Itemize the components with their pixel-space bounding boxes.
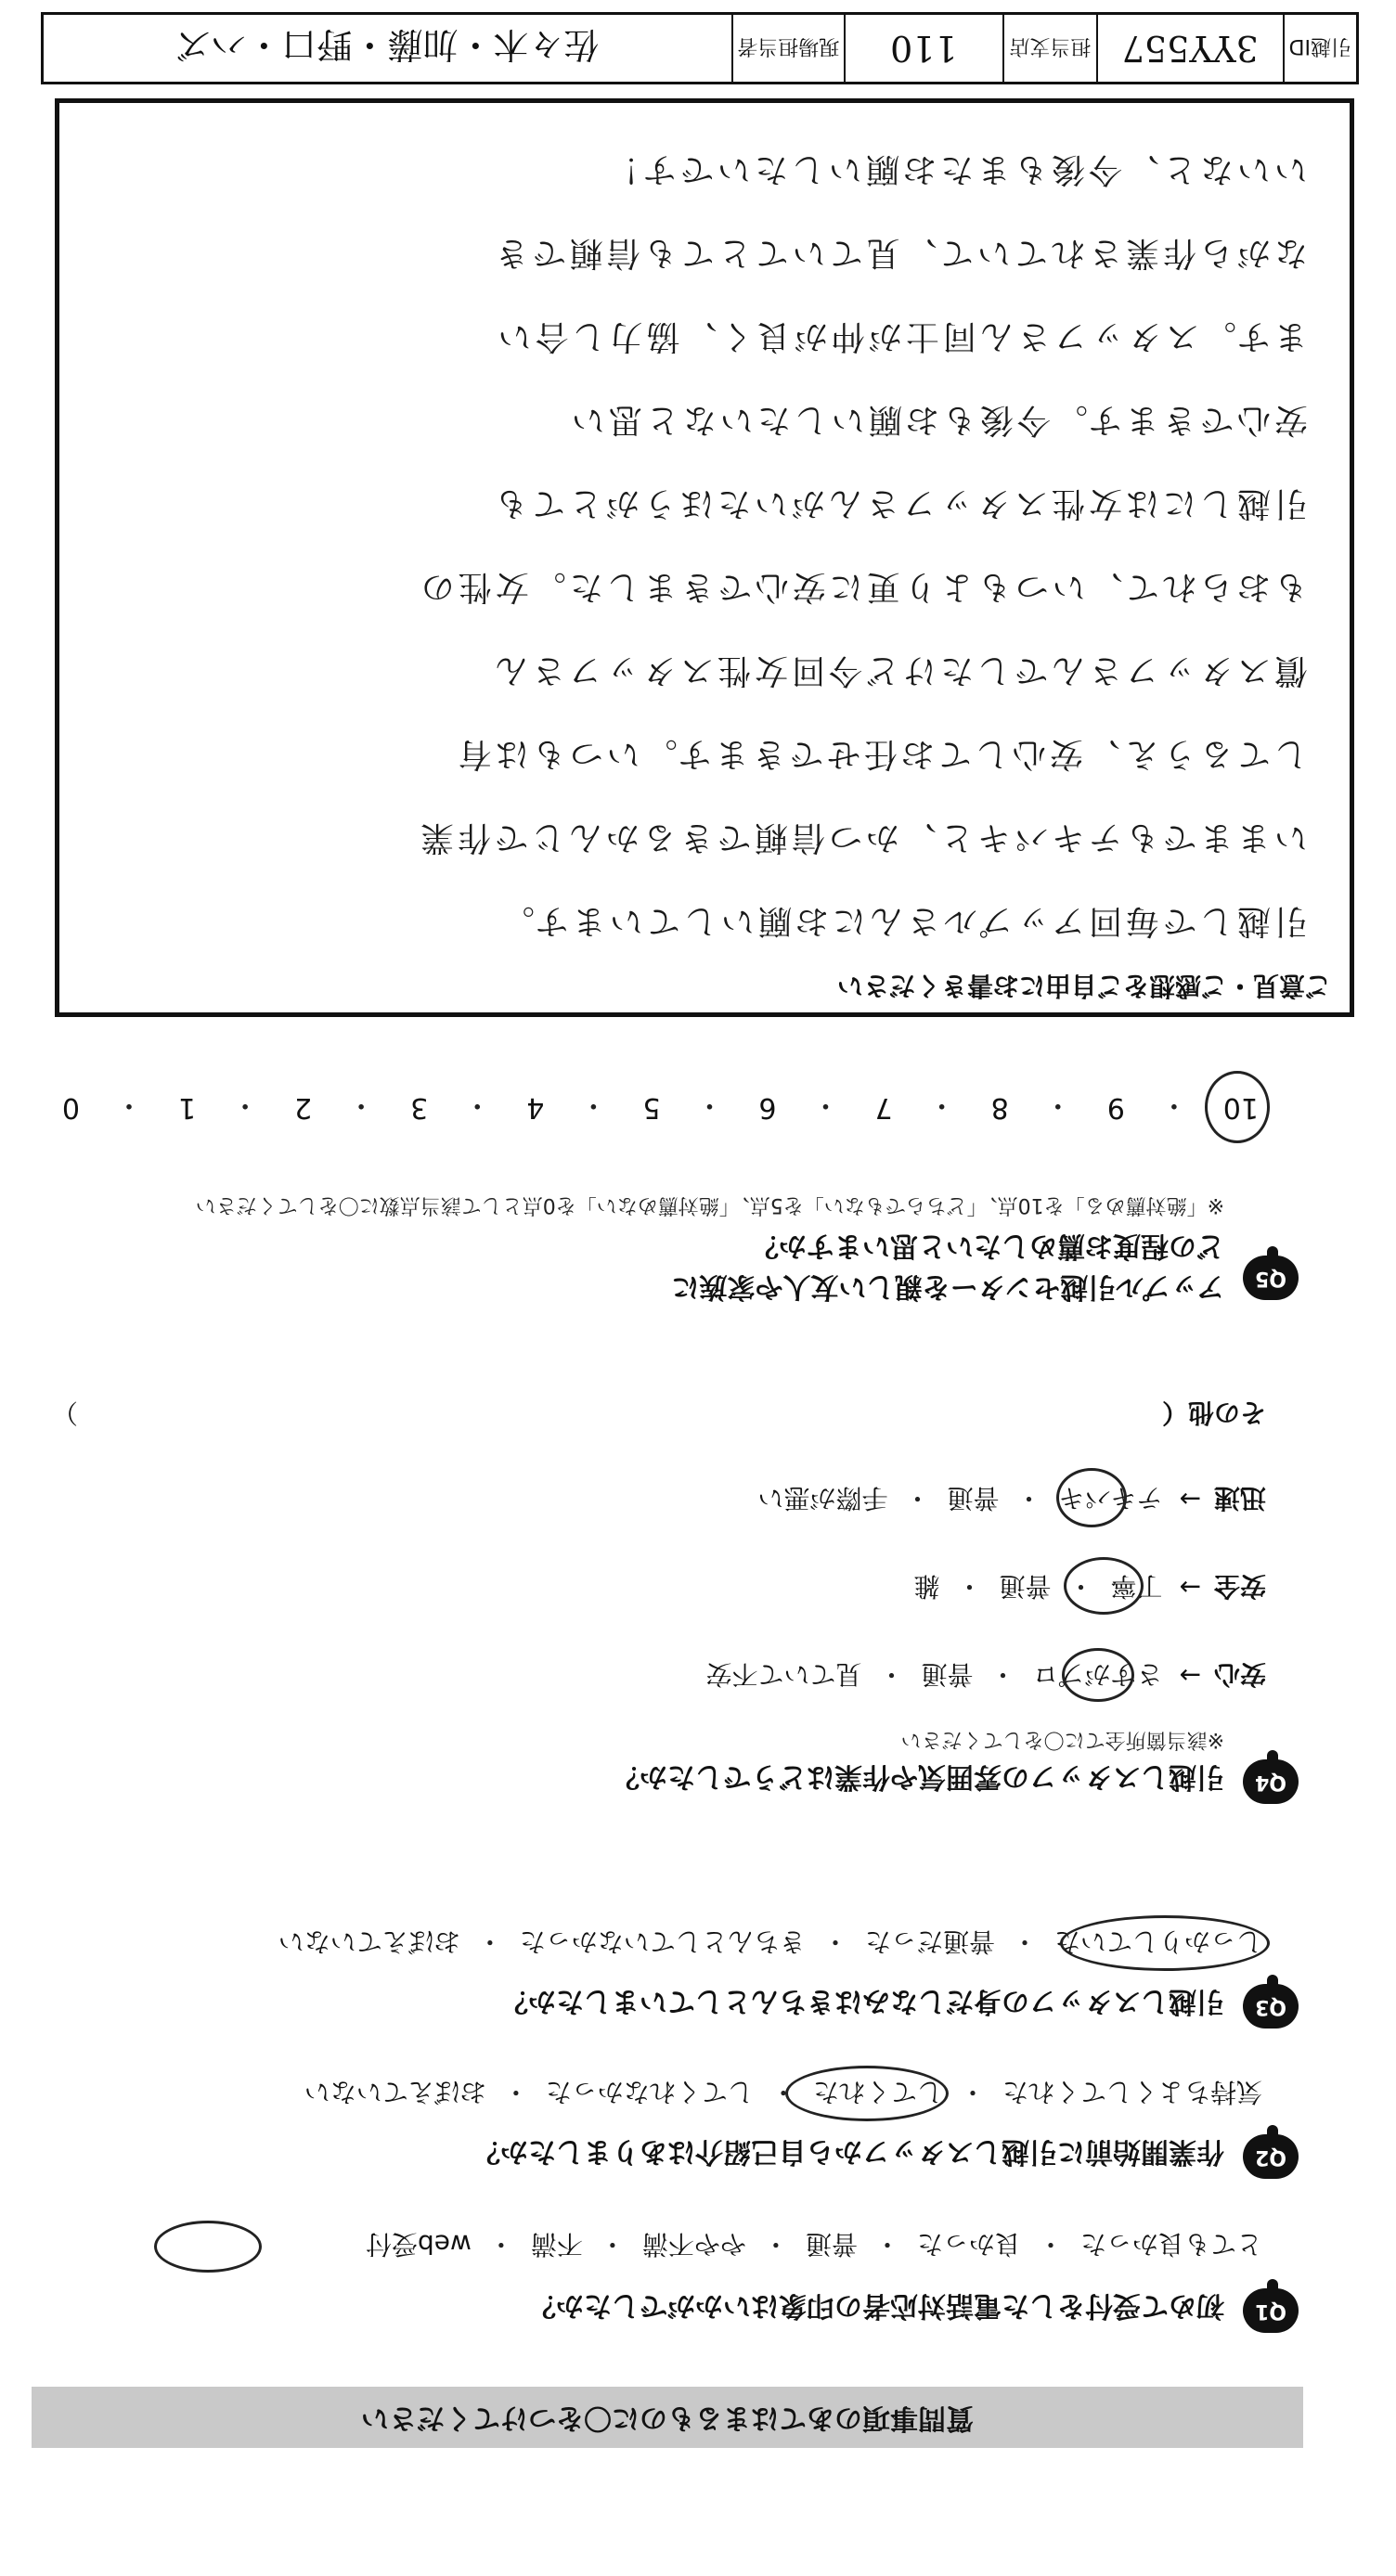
q1-option-dissatisfied[interactable]: 不満 xyxy=(530,2229,583,2260)
move-info-table xyxy=(41,12,1359,84)
q5-badge: Q5 xyxy=(1243,1256,1299,1300)
comment-line: もおられて、いつもより更に安心できました。女性の xyxy=(417,568,1308,606)
move-id-label: 引越ID xyxy=(1283,15,1356,82)
q4-question: 引越しスタッフの雰囲気や作業はどうでしたか？ xyxy=(612,1760,1224,1793)
staff-label: 現場担当者 xyxy=(731,15,844,82)
q4-row-anshin: 安心 → さすがプロ ・ 普通 ・ 見ていて不安 xyxy=(702,1657,1266,1694)
comment-line: いいなと、今後もまたお願いしたいです！ xyxy=(601,150,1308,188)
q4-row-other xyxy=(1162,1396,1266,1433)
q4-other-close: ） xyxy=(51,1397,78,1428)
q4-anzen-option-careful[interactable]: 丁寧 xyxy=(1110,1571,1163,1602)
branch-label: 担当支店 xyxy=(1002,15,1096,82)
q5-question-line2: どの程度お薦めしたいと思いますか？ xyxy=(751,1230,1224,1262)
comment-line: してるうえ、安心してお任せできます。いつもは有 xyxy=(454,735,1308,773)
q4-anshin-option-normal[interactable]: 普通 xyxy=(921,1659,974,1690)
q4-row-anzen-label: 安全 xyxy=(1213,1571,1266,1602)
q5-score-scale: 10 ・ 9 ・ 8 ・ 7 ・ 6 ・ 5 ・ 4 ・ 3 ・ 2 ・ 1 ・ 0 xyxy=(61,1088,1259,1125)
q5-score-0[interactable]: 0 xyxy=(61,1091,80,1125)
q1-option-slightly-dissatisfied[interactable]: やや不満 xyxy=(641,2229,746,2260)
q2-option-did-not[interactable]: してくれなかった xyxy=(545,2077,754,2107)
q4-other-label: その他（ xyxy=(1161,1397,1266,1428)
q5-score-3[interactable]: 3 xyxy=(410,1091,429,1125)
q2-options: 気持ちよくしてくれた ・ してくれた ・ してくれなかった ・ おぼえていない xyxy=(301,2075,1266,2112)
q4-anzen-option-rough[interactable]: 雑 xyxy=(913,1571,940,1602)
q1-option-web[interactable]: web受付 xyxy=(365,2229,472,2260)
q1-option-very-good[interactable]: とても良かった xyxy=(1079,2229,1262,2260)
branch-value: 110 xyxy=(844,15,1002,82)
q2-option-pleasant[interactable]: 気持ちよくしてくれた xyxy=(1002,2077,1262,2107)
q5-score-10[interactable]: 10 xyxy=(1222,1091,1259,1125)
q4-row-anshin-label: 安心 xyxy=(1213,1659,1266,1690)
comment-line: 引越しには女性スタッフさんがいたほうがとても xyxy=(490,484,1308,522)
q3-option-neat[interactable]: しっかりしていた xyxy=(1053,1926,1262,1957)
q4-row-jinsoku-label: 迅速 xyxy=(1213,1483,1266,1513)
q1-option-good[interactable]: 良かった xyxy=(916,2229,1021,2260)
q5-score-7[interactable]: 7 xyxy=(874,1091,893,1125)
q3-option-normal[interactable]: 普通だった xyxy=(864,1926,995,1957)
q1-badge: Q1 xyxy=(1243,2288,1299,2333)
comment-line: 安心できます。今後もお願いしたいなと思い xyxy=(567,401,1308,439)
q2-option-dont-remember[interactable]: おぼえていない xyxy=(304,2077,486,2107)
q3-option-dont-remember[interactable]: おぼえていない xyxy=(278,1926,460,1957)
q5-score-5[interactable]: 5 xyxy=(642,1091,661,1125)
q5-score-8[interactable]: 8 xyxy=(990,1091,1009,1125)
q4-anshin-option-worried[interactable]: 見ていて不安 xyxy=(705,1659,862,1690)
q5-score-1[interactable]: 1 xyxy=(177,1091,197,1125)
q1-selection-circle xyxy=(154,2221,262,2273)
q3-question: 引越しスタッフの身だしなみはきちんとしていましたか？ xyxy=(500,1985,1224,2017)
arrow-right-icon: → xyxy=(1179,1660,1201,1692)
q5-score-6[interactable]: 6 xyxy=(758,1091,777,1125)
q4-anshin-option-pro[interactable]: さすがプロ xyxy=(1032,1659,1163,1690)
q1-options: とても良かった ・ 良かった ・ 普通 ・ やや不満 ・ 不満 ・ web受付 xyxy=(362,2227,1266,2264)
q5-question-line1: アップル引越センターを親しい友人や家族に xyxy=(671,1270,1224,1303)
q1-question: 初めて受付をした電話対応者の印象はいかがでしたか？ xyxy=(528,2289,1224,2322)
comment-line: ながら作業されていて、見ていてとても信頼でき xyxy=(491,234,1308,272)
arrow-right-icon: → xyxy=(1179,1572,1201,1604)
q2-badge: Q2 xyxy=(1243,2134,1299,2179)
comment-label: ご意見・ご感想をご自由にお書きください xyxy=(836,971,1331,1001)
staff-value: 佐々木・加藤・野口・ハズ xyxy=(175,24,600,66)
q3-badge: Q3 xyxy=(1243,1984,1299,2029)
q5-note: ※「絶対薦める」を10点、「どちらでもない」を5点、「絶対薦めない」を0点として該当点数に〇をしてください xyxy=(195,1193,1224,1217)
q3-options: しっかりしていた ・ 普通だった ・ きちんとしていなかった ・ おぼえていない xyxy=(275,1925,1266,1962)
move-id-value: 3YY557 xyxy=(1096,15,1283,82)
q4-jinsoku-option-slow[interactable]: 手際が悪い xyxy=(757,1483,888,1513)
q4-jinsoku-option-quick[interactable]: テキパキ xyxy=(1058,1483,1163,1513)
q2-question: 作業開始前に引越しスタッフから自己紹介はありましたか？ xyxy=(472,2135,1224,2168)
q4-row-anzen: 安全 → 丁寧 ・ 普通 ・ 雑 xyxy=(910,1569,1266,1606)
q4-anzen-option-normal[interactable]: 普通 xyxy=(999,1571,1052,1602)
q1-option-normal[interactable]: 普通 xyxy=(805,2229,858,2260)
q5-score-4[interactable]: 4 xyxy=(526,1091,545,1125)
q4-jinsoku-option-normal[interactable]: 普通 xyxy=(947,1483,1000,1513)
q5-score-2[interactable]: 2 xyxy=(294,1091,313,1125)
arrow-right-icon: → xyxy=(1179,1484,1201,1515)
q5-score-9[interactable]: 9 xyxy=(1106,1091,1125,1125)
comment-line: 引越しで毎回アップルさんにお願いしています。 xyxy=(497,902,1308,940)
instruction-text: 質問事項のあてはまるものに〇をつけてください xyxy=(361,2402,974,2434)
comment-line: いままでもテキパキと、かつ信頼できるかんじで作業 xyxy=(416,818,1308,857)
q3-option-not-neat[interactable]: きちんとしていなかった xyxy=(519,1926,806,1957)
q2-option-did[interactable]: してくれた xyxy=(812,2077,943,2107)
q4-row-jinsoku: 迅速 → テキパキ ・ 普通 ・ 手際が悪い xyxy=(754,1481,1266,1518)
comment-line: 償スタッフさんでしたけど今回女性スタッフさん xyxy=(490,651,1308,689)
comment-line: ます。スタッフさん同士が仲が良く、協力し合い xyxy=(494,317,1308,355)
q4-note: ※該当箇所全てに〇をしてください xyxy=(900,1728,1224,1751)
q4-badge: Q4 xyxy=(1243,1759,1299,1804)
